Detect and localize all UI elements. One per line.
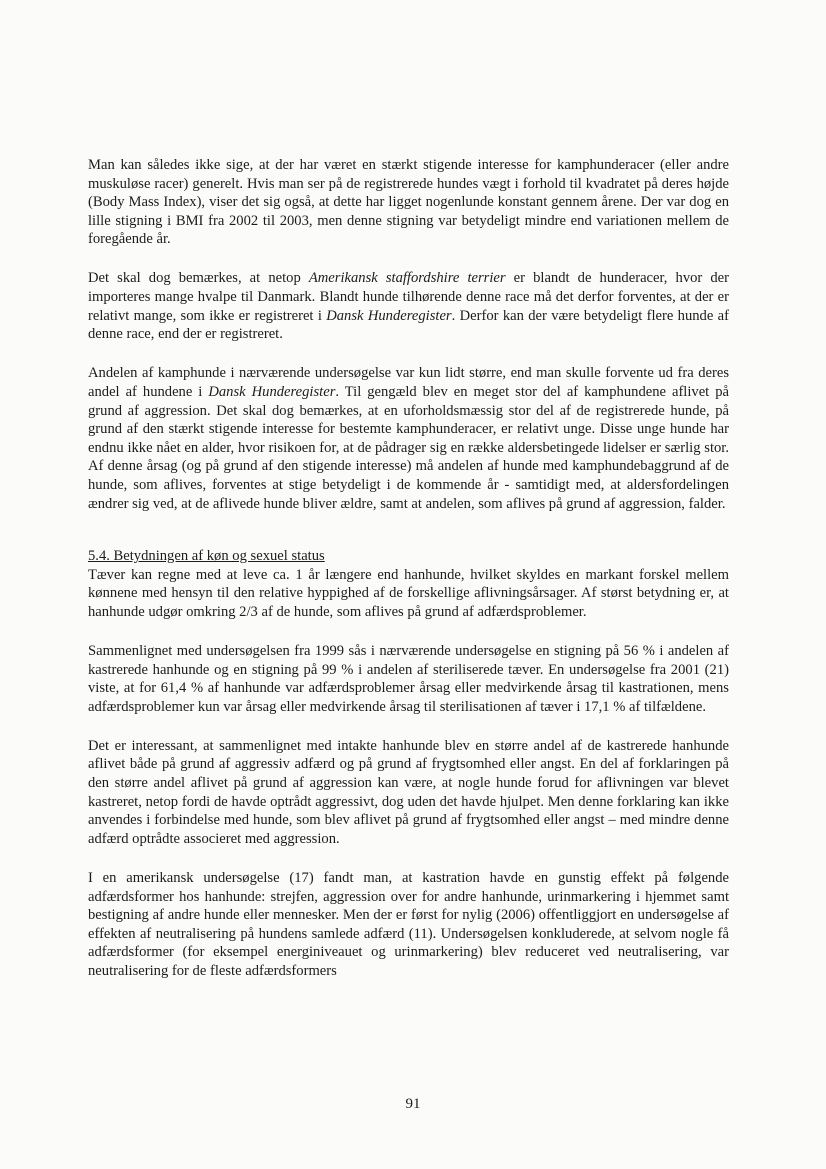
- section-5-4: [88, 547, 729, 980]
- paragraph-3-text-a: Andelen af kamphunde i nærværende undersøgelse var kun lidt større, end man skulle forvente ud fra deres andel af hundene i: [88, 365, 729, 400]
- paragraph-2-text-c: er blandt de hunderacer, hvor der importeres mange hvalpe til Danmark. Blandt hunde tilhørende denne race må det derfor forventes, at der er relativt mange, som ikke er registreret i: [88, 270, 730, 324]
- page-number: 91: [405, 1096, 421, 1112]
- paragraph-3-text-c: . Til gengæld blev en meget stor del af kamphundene aflivet på grund af aggression. Det skal dog bemærkes, at en uforholdsmæssig stor del af de registrerede hunde, på grund af den stærkt stigende interesse for bestemte kamphunderacer, er relativt unge. Disse unge hunde har endnu ikke nået en alder, hvor risikoen for, at de pådrager sig en række aldersbetingede lidelser er særlig stor. Af denne årsag (og på grund af den stigende interesse) må andelen af hunde med kamphundebaggrund af de hunde, som aflives, forventes at stige betydeligt i de kommende år - samtidigt med, at aldersfordelingen ændrer sig ved, at de aflivede hunde bliver ældre, samt at andelen, som aflives på grund af aggression, falder.: [88, 383, 729, 512]
- paragraph-2-text-e: . Derfor kan der være betydeligt flere hunde af denne race, end der er registreret.: [88, 307, 729, 343]
- paragraph-7: I en amerikansk undersøgelse (17) fandt man, at kastration havde en gunstig effekt på følgende adfærdsformer hos hanhunde: strejfen, aggression over for andre hanhunde, urinmarkering i hjemmet samt bestigning af andre hunde eller mennesker. Men der er først for nylig (2006) offentliggjort en undersøgelse af effekten af neutralisering på hundens samlede adfærd (11). Undersøgelsen konkluderede, at selvom nogle få adfærdsformer (for eksempel energiniveauet og urinmarkering) blev reduceret ved neutralisering, var neutralisering for de fleste adfærdsformers: [88, 869, 729, 979]
- paragraph-6: Det er interessant, at sammenlignet med intakte hanhunde blev en større andel af de kastrerede hanhunde aflivet både på grund af aggressiv adfærd og på grund af frygtsomhed eller angst. En del af forklaringen på den større andel aflivet på grund af aggression kan være, at nogle hunde forud for aflivningen var blevet kastreret, netop fordi de havde optrådt aggressivt, dog uden det havde hjulpet. Men denne forklaring kan ikke anvendes i forbindelse med hunde, som blev aflivet på grund af frygtsomhed eller angst – med mindre denne adfærd optrådte associeret med aggression.: [88, 737, 729, 847]
- paragraph-2-text-a: Det skal dog bemærkes, at netop: [88, 270, 309, 287]
- body-text: [88, 156, 729, 1001]
- section-heading: 5.4. Betydningen af køn og sexuel status: [88, 548, 325, 565]
- paragraph-4: Tæver kan regne med at leve ca. 1 år længere end hanhunde, hvilket skyldes en markant forskel mellem kønnene med hensyn til den relative hyppighed af de forskellige aflivningsårsager. Af størst betydning er, at hanhunde udgør omkring 2/3 af de hunde, som aflives på grund af adfærdsproblemer.: [88, 566, 729, 620]
- paragraph-2: [88, 269, 729, 343]
- register-name-italic: Dansk Hunderegister: [326, 307, 452, 324]
- register-name-italic-2: Dansk Hunderegister: [208, 383, 336, 400]
- paragraph-5: Sammenlignet med undersøgelsen fra 1999 sås i nærværende undersøgelse en stigning på 56 % i andelen af kastrerede hanhunde og en stigning på 99 % i andelen af steriliserede tæver. En undersøgelse fra 2001 (21) viste, at for 61,4 % af hanhunde var adfærdsproblemer årsag eller medvirkende årsag til kastrationen, mens adfærdsproblemer kun var årsag eller medvirkende årsag til sterilisationen af tæver i 17,1 % af tilfældene.: [88, 642, 729, 715]
- paragraph-3: [88, 364, 729, 513]
- paragraph-1: Man kan således ikke sige, at der har været en stærkt stigende interesse for kamphunderacer (eller andre muskuløse racer) generelt. Hvis man ser på de registrerede hundes vægt i forhold til kvadratet på deres højde (Body Mass Index), viser det sig også, at dette har ligget nogenlunde konstant gennem årene. Der var dog en lille stigning i BMI fra 2002 til 2003, men denne stigning var betydeligt mindre end variationen mellem de foregående år.: [88, 157, 729, 248]
- breed-name-italic: Amerikansk staffordshire terrier: [308, 270, 506, 287]
